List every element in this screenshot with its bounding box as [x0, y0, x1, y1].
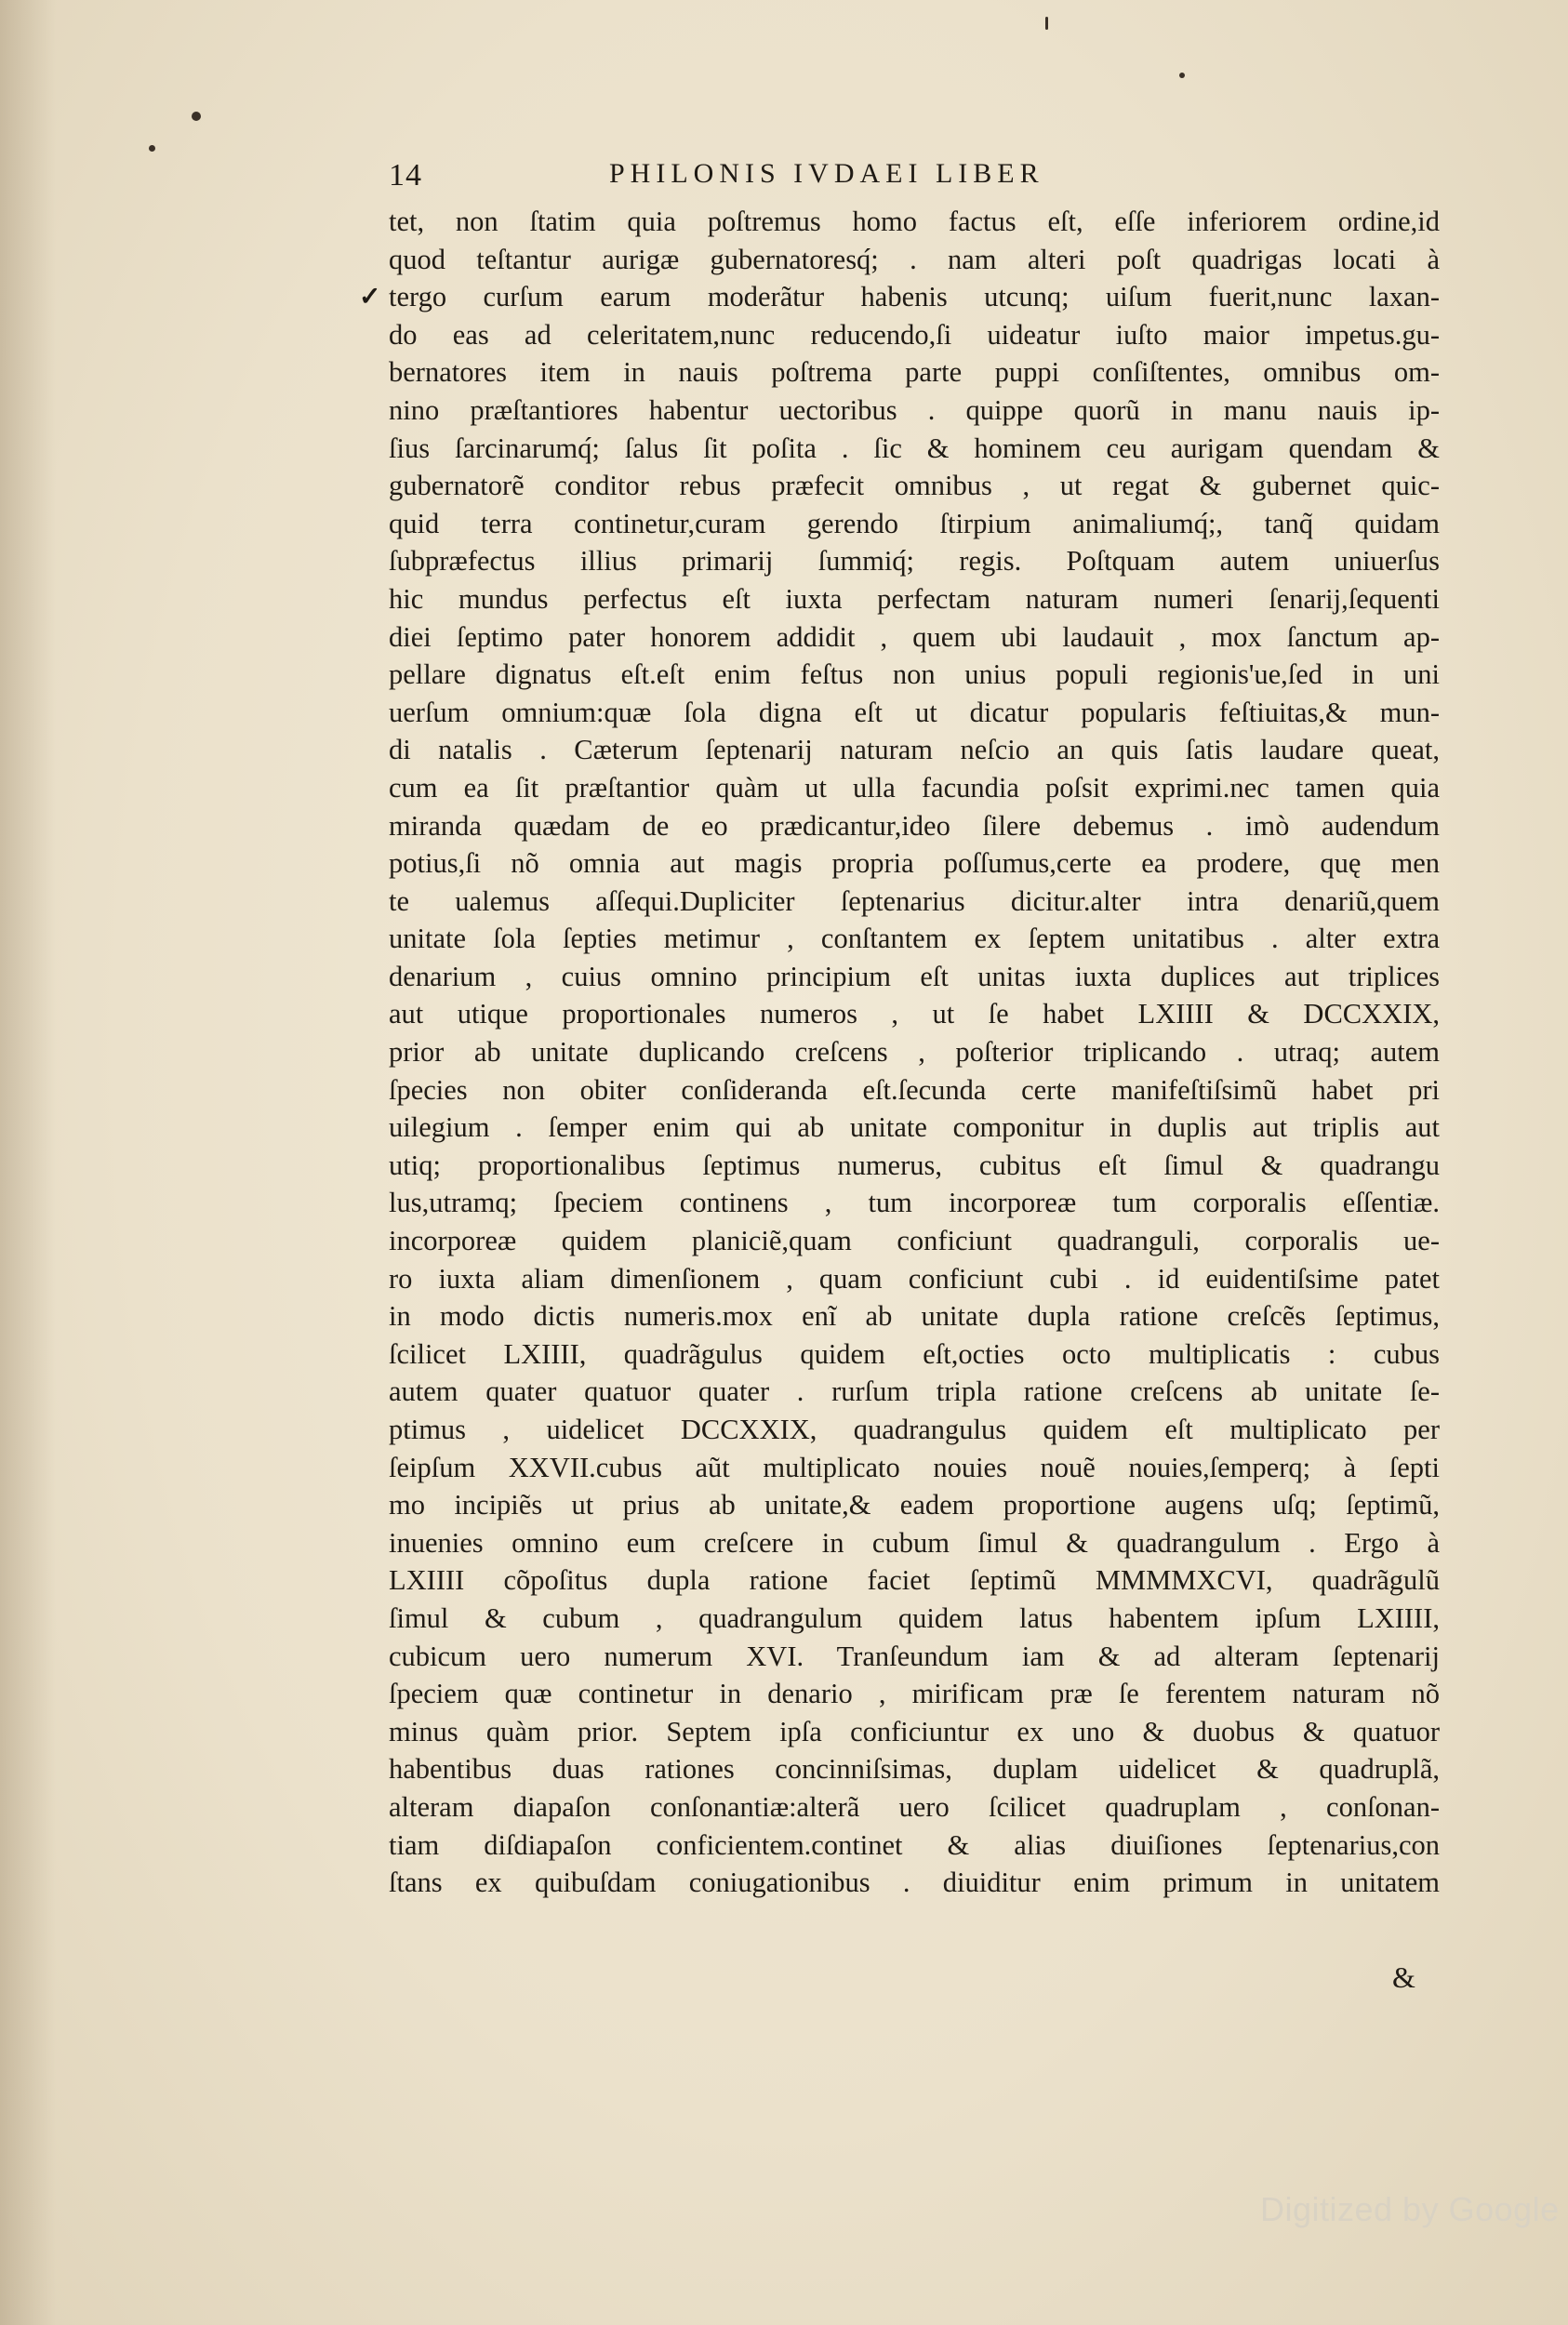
text-line: diei ſeptimo pater honorem addidit , quem ubi laudauit , mox ſanctum ap-	[389, 620, 1440, 653]
text-line: ſpecies non obiter conſideranda eſt.ſecunda certe manifeſtiſsimũ habet pri	[389, 1073, 1440, 1106]
page-number: 14	[389, 158, 422, 193]
text-line: utiq; proportionalibus ſeptimus numerus, cubitus eſt ſimul & quadrangu	[389, 1149, 1440, 1181]
text-line: gubernatorẽ conditor rebus præfecit omnibus , ut regat & gubernet quic-	[389, 470, 1440, 502]
text-line: incorporeæ quidem planiciẽ,quam conficiunt quadranguli, corporalis ue-	[389, 1225, 1440, 1257]
running-head: PHILONIS IVDAEI LIBER	[609, 158, 1044, 189]
text-line: ſius ſarcinarumq́; ſalus ſit poſita . ſic & hominem ceu aurigam quendam &	[389, 432, 1440, 464]
text-line: ſpeciem quæ continetur in denario , mirificam præ ſe ferentem naturam nõ	[389, 1678, 1440, 1710]
text-line: ſcilicet LXIIII, quadrãgulus quidem eſt,octies octo multiplicatis : cubus	[389, 1337, 1440, 1370]
text-line: mo incipiẽs ut prius ab unitate,& eadem proportione augens uſq; ſeptimũ,	[389, 1489, 1440, 1521]
text-line: uilegium . ſemper enim qui ab unitate componitur in duplis aut triplis aut	[389, 1111, 1440, 1144]
text-line: ſeipſum XXVII.cubus aũt multiplicato nouies nouẽ nouies,ſemperq; à ſepti	[389, 1451, 1440, 1483]
text-line: di natalis . Cæterum ſeptenarij naturam neſcio an quis ſatis laudare queat,	[389, 734, 1440, 766]
text-line: aut utique proportionales numeros , ut ſe habet LXIIII & DCCXXIX,	[389, 998, 1440, 1030]
text-line: bernatores item in nauis poſtrema parte puppi conſiſtentes, omnibus om-	[389, 356, 1440, 389]
text-line: ptimus , uidelicet DCCXXIX, quadrangulus quidem eſt multiplicato per	[389, 1414, 1440, 1445]
text-line: quod teſtantur aurigæ gubernatoresq́; . nam alteri poſt quadrigas locati à	[389, 243, 1440, 275]
text-line: tiam diſdiapaſon conficientem.continet & alias diuiſiones ſeptenarius,con	[389, 1828, 1440, 1861]
text-line: ſimul & cubum , quadrangulum quidem latus habentem ipſum LXIIII,	[389, 1601, 1440, 1634]
text-line: LXIIII cõpoſitus dupla ratione faciet ſeptimũ MMMMXCVI, quadrãgulũ	[389, 1564, 1440, 1597]
ink-speck	[1045, 17, 1048, 30]
text-line: alteram diapaſon conſonantiæ:alterã uero ſcilicet quadruplam , conſonan-	[389, 1790, 1440, 1823]
text-line: unitate ſola ſepties metimur , conſtantem ex ſeptem unitatibus . alter extra	[389, 923, 1440, 955]
text-line: ro iuxta aliam dimenſionem , quam conficiunt cubi . id euidentiſsime patet	[389, 1262, 1440, 1295]
text-line: cum ea ſit præſtantior quàm ut ulla facundia poſsit exprimi.nec tamen quia	[389, 771, 1440, 804]
text-line: lus,utramq; ſpeciem continens , tum incorporeæ tum corporalis eſſentiæ.	[389, 1187, 1440, 1219]
digitization-watermark: Digitized by Google	[1260, 2190, 1560, 2228]
text-line: tet, non ſtatim quia poſtremus homo factus eſt, eſſe inferiorem ordine,id	[389, 206, 1440, 237]
ink-speck	[192, 112, 201, 121]
text-line: cubicum uero numerum XVI. Tranſeundum iam & ad alteram ſeptenarij	[389, 1640, 1440, 1672]
text-line: miranda quædam de eo prædicantur,ideo ſilere debemus . imò audendum	[389, 809, 1440, 842]
text-line: minus quàm prior. Septem ipſa conficiuntur ex uno & duobus & quatuor	[389, 1715, 1440, 1747]
text-line	[389, 1902, 1440, 1940]
text-line: tergo curſum earum moderãtur habenis utcunq; uiſum fuerit,nunc laxan-	[389, 281, 1440, 313]
text-line: denarium , cuius omnino principium eſt unitas iuxta duplices aut triplices	[389, 960, 1440, 992]
ink-speck	[1179, 73, 1185, 78]
text-line: te ualemus aſſequi.Dupliciter ſeptenarius dicitur.alter intra denariũ,quem	[389, 884, 1440, 917]
text-line: potius,ſi nõ omnia aut magis propria poſſumus,certe ea prodere, quę men	[389, 847, 1440, 880]
text-line: ſtans ex quibuſdam coniugationibus . diuiditur enim primum in unitatem	[389, 1867, 1440, 1899]
margin-check-mark: ✓	[359, 283, 381, 312]
text-line: nino præſtantiores habentur uectoribus . quippe quorũ in manu nauis ip-	[389, 393, 1440, 426]
text-line: ſubpræfectus illius primarij ſummiq́; regis. Poſtquam autem uniuerſus	[389, 545, 1440, 578]
text-line: uerſum omnium:quæ ſola digna eſt ut dicatur popularis feſtiuitas,& mun-	[389, 696, 1440, 728]
text-line: hic mundus perfectus eſt iuxta perfectam naturam numeri ſenarij,ſequenti	[389, 582, 1440, 615]
text-line: prior ab unitate duplicando creſcens , poſterior triplicando . utraq; autem	[389, 1036, 1440, 1069]
text-line: quid terra continetur,curam gerendo ſtirpium animaliumq́;, tanq̃ quidam	[389, 507, 1440, 539]
ink-speck	[149, 145, 155, 152]
text-line: do eas ad celeritatem,nunc reducendo,ſi uideatur iuſto maior impetus.gu-	[389, 318, 1440, 351]
text-line: pellare dignatus eſt.eſt enim feſtus non unius populi regionis'ue,ſed in uni	[389, 658, 1440, 691]
catchword: &	[1392, 1960, 1415, 1994]
text-line: in modo dictis numeris.mox enĩ ab unitate dupla ratione creſcẽs ſeptimus,	[389, 1300, 1440, 1333]
text-line: autem quater quatuor quater . rurſum tripla ratione creſcens ab unitate ſe-	[389, 1375, 1440, 1408]
body-text	[389, 203, 1440, 1939]
text-line: inuenies omnino eum creſcere in cubum ſimul & quadrangulum . Ergo à	[389, 1526, 1440, 1559]
page-edge-shadow	[0, 0, 56, 2325]
text-line: habentibus duas rationes concinniſsimas, duplam uidelicet & quadruplã,	[389, 1753, 1440, 1786]
